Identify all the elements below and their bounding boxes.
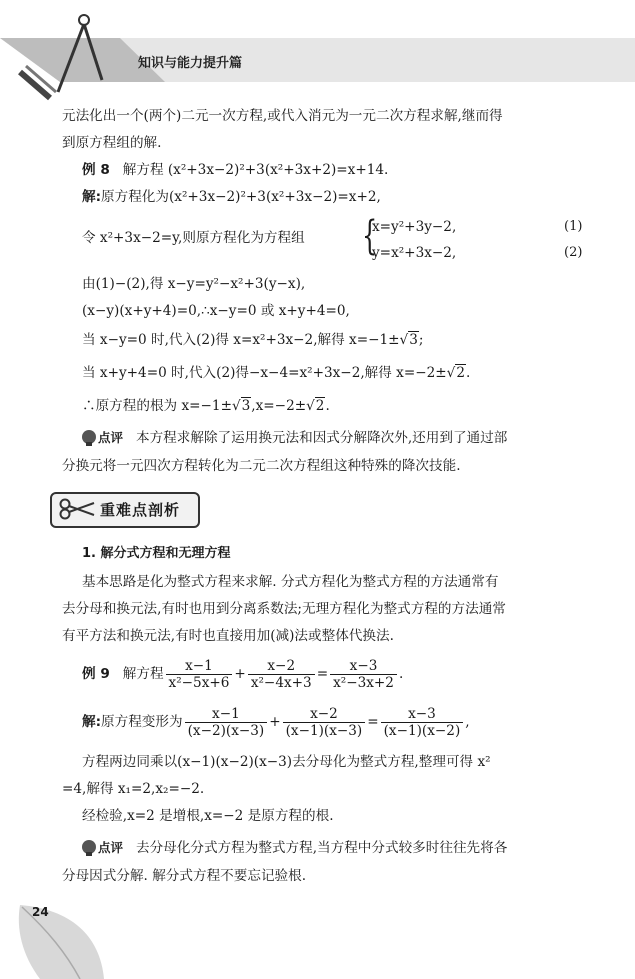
solution-line: [82, 363, 610, 383]
denominator: (x−2)(x−3): [187, 723, 265, 739]
example-label: 例 8: [82, 162, 110, 178]
text-line: 到原方程组的解.: [62, 135, 162, 151]
example-9-problem: [82, 656, 610, 692]
solution-line: [82, 396, 610, 416]
denominator: (x−1)(x−3): [285, 723, 363, 739]
leaf-decoration: [0, 895, 110, 979]
lightbulb-icon: [82, 430, 96, 444]
comment-tag: 点评: [98, 840, 124, 855]
punctuation: ,: [465, 714, 470, 730]
operator: =: [367, 714, 379, 730]
text-line: 有平方法和换元法,有时也直接用加(减)法或整体代换法.: [62, 628, 394, 644]
solution-line: 经检验,x=2 是增根,x=−2 是原方程的根.: [82, 808, 334, 824]
text-line: 去分母和换元法,有时也用到分离系数法;无理方程化为整式方程的方法通常: [62, 601, 506, 617]
comment-text: 本方程求解除了运用换元法和因式分解降次外,还用到了通过部: [135, 430, 508, 446]
fraction: [330, 658, 397, 691]
example-label: 例 9: [82, 666, 110, 682]
comment-text: 去分母化分式方程为整式方程,当方程中分式较多时往往先将各: [135, 840, 508, 856]
compass-icon: [12, 10, 122, 102]
comment-line: 分母因式分解. 解分式方程不要忘记验根.: [62, 868, 307, 884]
square-root: √3: [231, 398, 251, 414]
lightbulb-icon: [82, 840, 96, 854]
comment-line: 分换元将一元四次方程转化为二元二次方程组这种特殊的降次技能.: [62, 458, 461, 474]
numerator: x−1: [166, 658, 233, 675]
fraction: [185, 706, 268, 739]
operator: +: [269, 714, 281, 730]
text-part: 当 x−y=0 时,代入(2)得 x=x²+3x−2,解得 x=−1±: [82, 332, 400, 348]
header-title: 知识与能力提升篇: [138, 56, 243, 71]
equation-number: (1): [564, 219, 583, 234]
page-number: 24: [32, 905, 49, 919]
solution-label: 解:: [82, 714, 102, 730]
denominator: (x−1)(x−2): [383, 723, 461, 739]
solution-text: 原方程化为(x²+3x−2)²+3(x²+3x−2)=x+2,: [101, 189, 381, 205]
square-root: √2: [306, 398, 325, 414]
comment-tag: 点评: [98, 430, 124, 445]
numerator: x−3: [330, 658, 397, 675]
text-part: .: [325, 398, 330, 414]
comment-line: [82, 428, 610, 448]
text-line: 元法化出一个(两个)二元一次方程,或代入消元为一元二次方程求解,继而得: [62, 108, 503, 124]
solution-line: =4,解得 x₁=2,x₂=−2.: [62, 781, 205, 797]
text-part: 当 x+y+4=0 时,代入(2)得−x−4=x²+3x−2,解得 x=−2±: [82, 365, 447, 381]
system-equation-1: x=y²+3y−2,: [372, 219, 457, 235]
square-root: √2: [446, 365, 465, 381]
radicand: 3: [409, 332, 418, 348]
section-heading: [50, 492, 200, 528]
solution-line: 由(1)−(2),得 x−y=y²−x²+3(y−x),: [82, 276, 306, 292]
punctuation: .: [398, 666, 404, 682]
numerator: x−1: [185, 706, 268, 723]
denominator: x²−5x+6: [168, 675, 230, 691]
problem-text: 解方程 (x²+3x−2)²+3(x²+3x+2)=x+14.: [122, 162, 389, 178]
fraction: [283, 706, 366, 739]
denominator: x²−3x+2: [333, 675, 394, 691]
solution-line: 方程两边同乘以(x−1)(x−2)(x−3)去分母化为整式方程,整理可得 x²: [82, 754, 491, 770]
subsection-title: 1. 解分式方程和无理方程: [82, 546, 231, 561]
operator: =: [316, 666, 329, 682]
solution-line: [82, 330, 610, 350]
equation-number: (2): [564, 245, 583, 260]
scissors-icon: [58, 498, 96, 520]
system-equation-2: y=x²+3x−2,: [372, 245, 457, 261]
numerator: x−2: [283, 706, 366, 723]
fraction: [248, 658, 315, 691]
system-brace: {: [362, 213, 378, 259]
section-title: 重难点剖析: [100, 501, 181, 519]
radicand: 2: [315, 398, 325, 414]
solution-line: (x−y)(x+y+4)=0,∴x−y=0 或 x+y+4=0,: [82, 303, 350, 319]
fraction: [381, 706, 464, 739]
text-part: ,x=−2±: [251, 398, 307, 414]
radicand: 2: [456, 365, 465, 381]
text-part: ;: [418, 332, 424, 348]
denominator: x²−4x+3: [250, 675, 312, 691]
problem-prefix: 解方程: [122, 666, 164, 682]
example-8-problem: [82, 160, 610, 180]
comment-line: [82, 838, 610, 858]
numerator: x−2: [248, 658, 315, 675]
text-part: ∴原方程的根为 x=−1±: [82, 398, 232, 414]
square-root: √3: [399, 332, 418, 348]
solution-line: 令 x²+3x−2=y,则原方程化为方程组: [82, 230, 305, 246]
numerator: x−3: [381, 706, 464, 723]
text-part: .: [466, 365, 471, 381]
solution-line: [82, 704, 610, 740]
text-line: 基本思路是化为整式方程来求解. 分式方程化为整式方程的方法通常有: [82, 574, 499, 590]
radicand: 3: [241, 398, 251, 414]
solution-prefix: 原方程变形为: [101, 714, 183, 730]
operator: +: [234, 666, 246, 682]
fraction: [166, 658, 233, 691]
solution-label: 解:: [82, 189, 102, 205]
solution-line: [82, 187, 610, 207]
